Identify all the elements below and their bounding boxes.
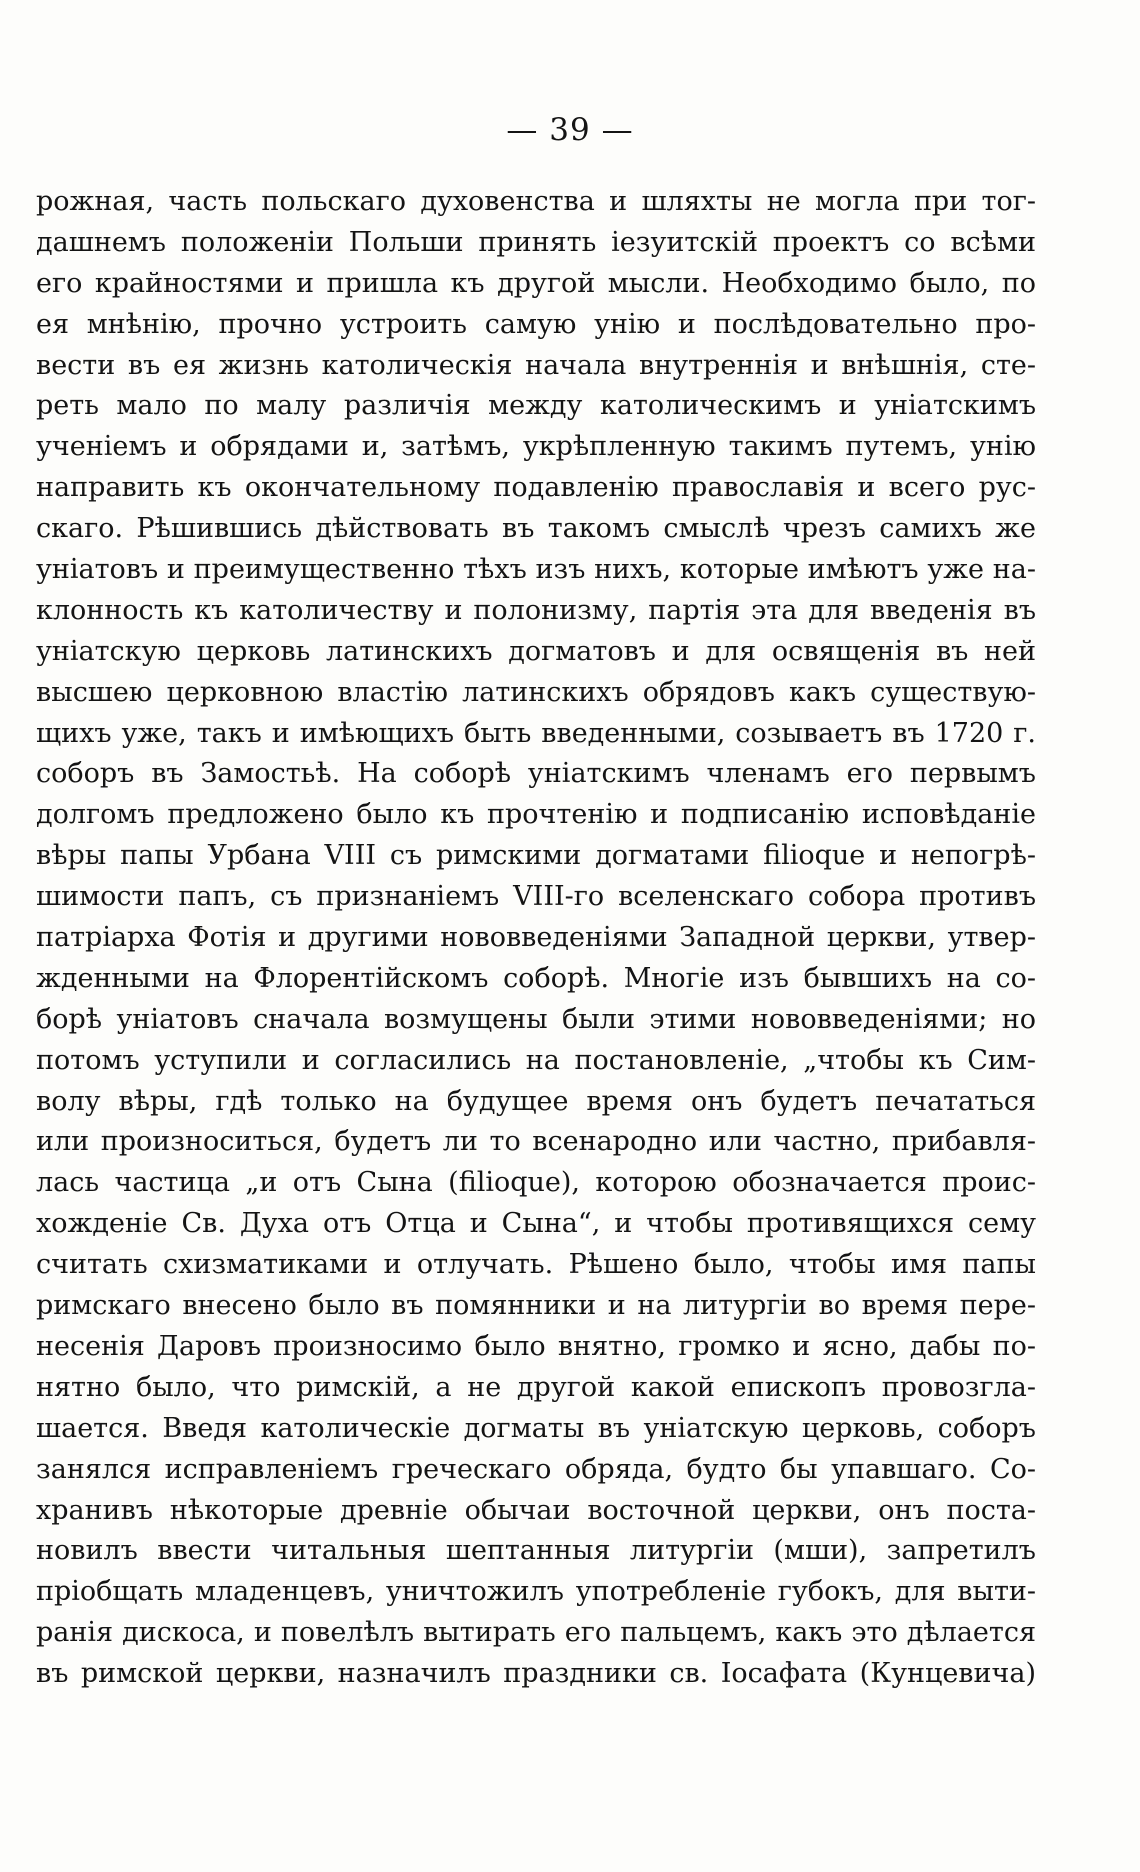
text-line: или произноситься, будетъ ли то всенародно или частно, прибавля- (36, 1126, 1036, 1158)
text-line: шимости папъ, съ признаніемъ VIII-го вселенскаго собора противъ (36, 881, 1036, 913)
text-line: ученіемъ и обрядами и, затѣмъ, укрѣпленную такимъ путемъ, унію (36, 431, 1036, 463)
text-line: борѣ уніатовъ сначала возмущены были этими нововведеніями; но (36, 1003, 1036, 1035)
text-line: щихъ уже, такъ и имѣющихъ быть введенными, созываетъ въ 1720 г. (36, 717, 1036, 749)
text-line: патріарха Фотія и другими нововведеніями Западной церкви, утвер- (36, 922, 1036, 954)
text-line: направить къ окончательному подавленію православія и всего рус- (36, 472, 1036, 504)
text-line: потомъ уступили и согласились на постановленіе, „чтобы къ Сим- (36, 1044, 1036, 1076)
text-line: хожденіе Св. Духа отъ Отца и Сына“, и чтобы противящихся сему (36, 1208, 1036, 1240)
text-line: реть мало по малу различія между католическимъ и уніатскимъ (36, 390, 1036, 422)
text-line: скаго. Рѣшившись дѣйствовать въ такомъ смыслѣ чрезъ самихъ же (36, 513, 1036, 545)
text-line: уніатовъ и преимущественно тѣхъ изъ нихъ, которые имѣютъ уже на- (36, 554, 1036, 586)
text-line: жденными на Флорентійскомъ соборѣ. Многіе изъ бывшихъ на со- (36, 962, 1036, 994)
text-line: волу вѣры, гдѣ только на будущее время онъ будетъ печататься (36, 1085, 1036, 1117)
text-line: римскаго внесено было въ помянники и на литургіи во время пере- (36, 1290, 1036, 1322)
text-line: нятно было, что римскій, а не другой какой епископъ провозгла- (36, 1371, 1036, 1403)
text-line: хранивъ нѣкоторые древніе обычаи восточной церкви, онъ поста- (36, 1494, 1036, 1526)
text-line: долгомъ предложено было къ прочтенію и подписанію исповѣданіе (36, 799, 1036, 831)
text-line: дашнемъ положеніи Польши принять іезуитскій проектъ со всѣми (36, 226, 1036, 258)
page-number: — 39 — (506, 112, 634, 148)
text-line: его крайностями и пришла къ другой мысли. Необходимо было, по (36, 267, 1036, 299)
text-line: несенія Даровъ произносимо было внятно, громко и ясно, дабы по- (36, 1330, 1036, 1362)
text-line: считать схизматиками и отлучать. Рѣшено было, чтобы имя папы (36, 1249, 1036, 1281)
text-line: лась частица „и отъ Сына (filioque), которою обозначается проис- (36, 1167, 1036, 1199)
text-line: пріобщать младенцевъ, уничтожилъ употребленіе губокъ, для выти- (36, 1576, 1036, 1608)
text-line: клонность къ католичеству и полонизму, партія эта для введенія въ (36, 594, 1036, 626)
text-line: ея мнѣнію, прочно устроить самую унію и послѣдовательно про- (36, 308, 1036, 340)
text-line: въ римской церкви, назначилъ праздники св. Іосафата (Кунцевича) (36, 1658, 1036, 1690)
body-text (36, 182, 1036, 1695)
text-line: вести въ ея жизнь католическія начала внутреннія и внѣшнія, сте- (36, 349, 1036, 381)
text-line: ранія дискоса, и повелѣлъ вытирать его пальцемъ, какъ это дѣлается (36, 1617, 1036, 1649)
text-line: соборъ въ Замостьѣ. На соборѣ уніатскимъ членамъ его первымъ (36, 758, 1036, 790)
text-line: уніатскую церковь латинскихъ догматовъ и для освященія въ ней (36, 635, 1036, 667)
text-line: шается. Введя католическіе догматы въ уніатскую церковь, соборъ (36, 1412, 1036, 1444)
text-line: занялся исправленіемъ греческаго обряда, будто бы упавшаго. Со- (36, 1453, 1036, 1485)
text-line: рожная, часть польскаго духовенства и шляхты не могла при тог- (36, 186, 1036, 217)
text-line: вѣры папы Урбана VIII съ римскими догматами filioque и непогрѣ- (36, 840, 1036, 872)
text-line: новилъ ввести читальныя шептанныя литургіи (мши), запретилъ (36, 1535, 1036, 1567)
text-line: высшею церковною властію латинскихъ обрядовъ какъ существую- (36, 676, 1036, 708)
